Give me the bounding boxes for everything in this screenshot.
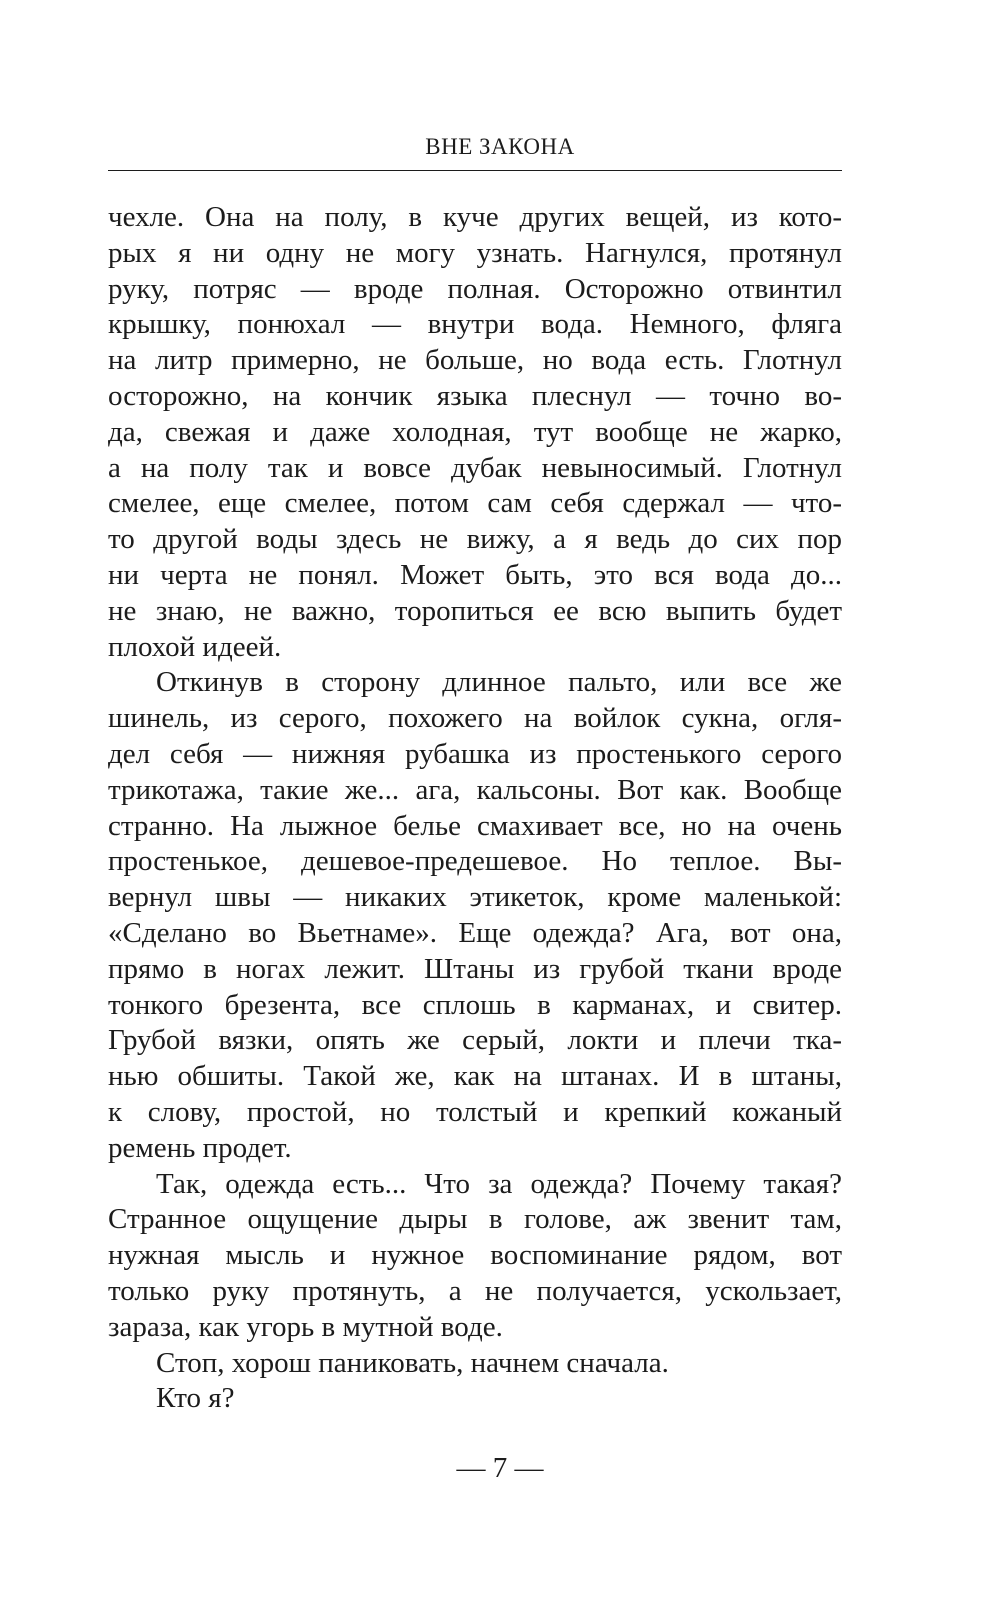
- paragraph-first-line: Так, одежда есть... Что за одежда? Почему такая?: [156, 1167, 842, 1200]
- header-rule: [108, 170, 842, 171]
- text-line: плохой идеей.: [108, 630, 282, 663]
- text-line: простенькое, дешевое-предешевое. Но теплое. Вы-: [108, 845, 842, 878]
- text-line: ни черта не понял. Может быть, это вся вода до...: [108, 558, 842, 591]
- text-line: а на полу так и вовсе дубак невыносимый. Глотнул: [108, 451, 842, 484]
- text-line: на литр примерно, не больше, но вода есть. Глотнул: [108, 344, 842, 377]
- text-line: то другой воды здесь не вижу, а я ведь до сих пор: [108, 523, 842, 556]
- paragraph-first-line: Откинув в сторону длинное пальто, или все же: [156, 666, 842, 699]
- text-line: трикотажа, такие же... ага, кальсоны. Вот как. Вообще: [108, 773, 842, 806]
- text-line: крышку, понюхал — внутри вода. Немного, фляга: [108, 308, 842, 341]
- text-line: ремень продет.: [108, 1131, 292, 1164]
- text-line: вернул швы — никаких этикеток, кроме маленькой:: [108, 881, 842, 914]
- running-head: ВНЕ ЗАКОНА: [425, 134, 575, 159]
- text-line: руку, потряс — вроде полная. Осторожно отвинтил: [108, 272, 842, 305]
- text-line: дел себя — нижняя рубашка из простенького серого: [108, 737, 842, 770]
- paragraph-first-line: Кто я?: [156, 1382, 235, 1415]
- text-line: Грубой вязки, опять же серый, локти и плечи тка-: [108, 1024, 842, 1057]
- page-number: — 7 —: [456, 1452, 544, 1484]
- text-line: осторожно, на кончик языка плеснул — точно во-: [108, 379, 842, 412]
- text-line: к слову, простой, но толстый и крепкий кожаный: [108, 1095, 842, 1128]
- text-line: да, свежая и даже холодная, тут вообще не жарко,: [108, 415, 842, 448]
- text-line: прямо в ногах лежит. Штаны из грубой ткани вроде: [108, 952, 842, 985]
- text-line: тонкого брезента, все сплошь в карманах, и свитер.: [108, 988, 842, 1021]
- text-line: только руку протянуть, а не получается, ускользает,: [108, 1274, 842, 1307]
- text-line: чехле. Она на полу, в куче других вещей, из кото-: [108, 201, 842, 233]
- text-line: шинель, из серого, похожего на войлок сукна, огля-: [108, 702, 842, 735]
- paragraph-first-line: Стоп, хорош паниковать, начнем сначала.: [156, 1346, 669, 1379]
- text-line: не знаю, не важно, торопиться ее всю выпить будет: [108, 594, 842, 627]
- text-line: смелее, еще смелее, потом сам себя сдержал — что-: [108, 487, 842, 520]
- text-line: нужная мысль и нужное воспоминание рядом, вот: [108, 1239, 842, 1272]
- text-line: рых я ни одну не могу узнать. Нагнулся, протянул: [108, 236, 842, 269]
- text-line: «Сделано во Вьетнаме». Еще одежда? Ага, вот она,: [108, 916, 842, 949]
- text-line: нью обшиты. Такой же, как на штанах. И в штаны,: [108, 1060, 842, 1093]
- text-line: странно. На лыжное белье смахивает все, но на очень: [108, 809, 842, 842]
- body-text: [108, 200, 842, 1417]
- text-line: зараза, как угорь в мутной воде.: [108, 1310, 503, 1343]
- text-line: Странное ощущение дыры в голове, аж звенит там,: [108, 1203, 842, 1236]
